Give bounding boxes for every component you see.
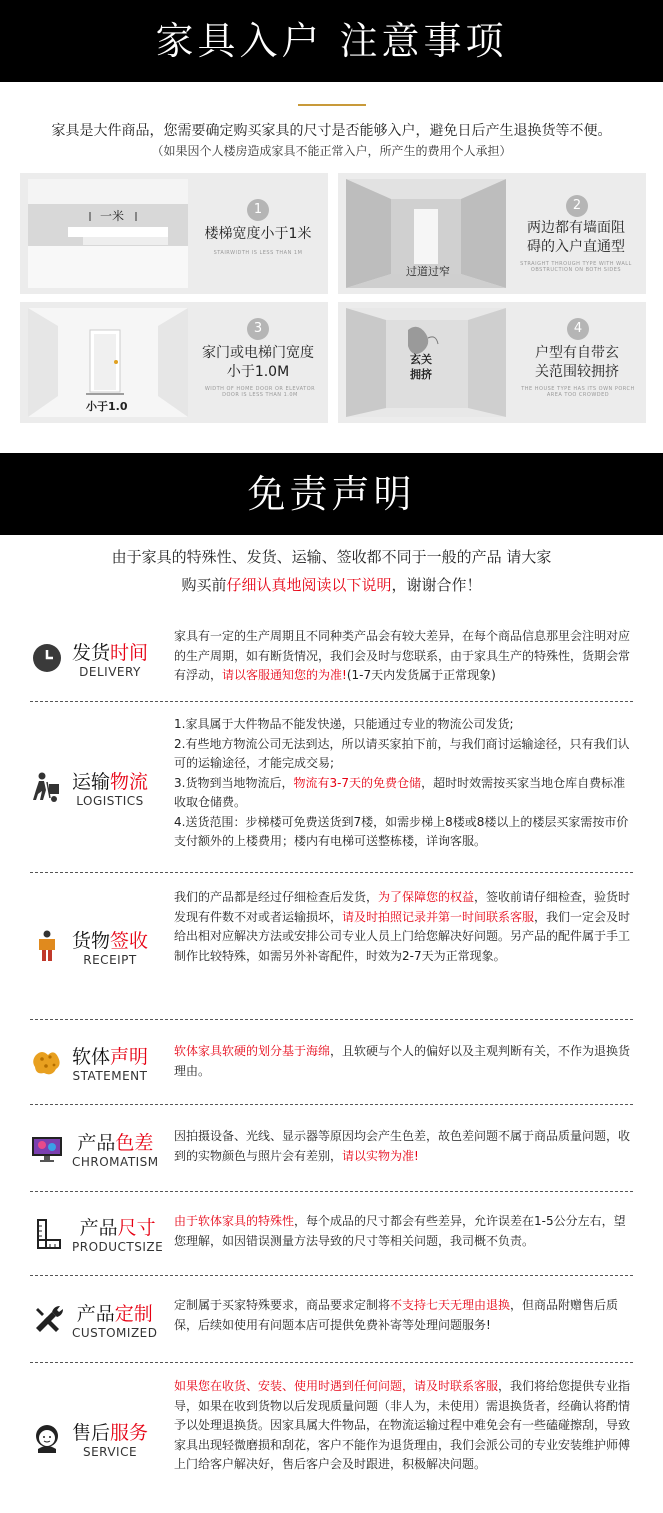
- tip-title-3-line2: 小于1.0M: [226, 364, 290, 380]
- top-banner: [0, 0, 663, 82]
- gold-divider: [298, 104, 366, 106]
- tip-title-4-line1: 户型有自带玄: [535, 345, 619, 361]
- door-illustration: [28, 308, 188, 417]
- section-receipt: [30, 873, 633, 1020]
- hand-truck-icon: [30, 770, 64, 804]
- agent-icon: [30, 1421, 64, 1455]
- tools-icon: [30, 1302, 64, 1336]
- disclaimer-intro-line1: 由于家具的特殊性、发货、运输、签收都不同于一般的产品 请大家: [111, 548, 552, 566]
- statement-text: 软体家具软硬的划分基于海绵，且软硬与个人的偏好以及主观判断有关，不作为退换货理由。: [174, 1044, 631, 1078]
- tip-title-2-line2: 碍的入户直通型: [527, 239, 625, 255]
- section-delivery: [30, 615, 633, 702]
- section-delivery-label: 发货时间 DELIVERY: [30, 615, 170, 701]
- top-banner-title: 家具入户 注意事项: [155, 19, 508, 63]
- section-size: [30, 1192, 633, 1276]
- section-receipt-label: 货物签收 RECEIPT: [30, 873, 170, 1019]
- corridor-narrow-label: 过道过窄: [406, 265, 450, 278]
- section-logistics-label: 运输物流 LOGISTICS: [30, 702, 170, 872]
- tip-card-door: [20, 302, 328, 423]
- door-width-label: 小于1.0: [86, 400, 128, 413]
- tip-sub-1: STAIRWIDTH IS LESS THAN 1M: [213, 250, 303, 256]
- intro-line: 家具是大件商品，您需要确定购买家具的尺寸是否能够入户，避免日后产生退换货等不便。: [51, 123, 612, 139]
- tip-card-corridor: [338, 173, 646, 294]
- service-text: 如果您在收货、安装、使用时遇到任何问题，请及时联系客服，我们将给您提供专业指导，如果在收到货物以后发现质量问题（非人为，未使用）需退换货者，经确认将酌情予以处理退换货。因家具属大件物品，在物流运输过程中难免会有一些磕碰擦刮，导致家具出现轻微磨损和刮花，客户不能作为退货理由，我们会派公司的专业安装维护师傅上门给客户解决好，售后客户会及时跟进，积极解决问题。: [174, 1379, 631, 1471]
- porch-label-line1: 玄关: [410, 353, 432, 366]
- tip-title-2: [508, 219, 644, 257]
- monitor-icon: [30, 1131, 64, 1165]
- logistics-text: 1.家具属于大件物品不能发快递，只能通过专业的物流公司发货; 2.有些地方物流公司无法到达，所以请买家拍下前，与我们商讨运输途径，只有我们认可的运输途径，才能完成交易; 3.货物到当地物流后，物流有3-7天的免费仓储，超时时效需按买家当地仓库自费标准收取仓储费。 4.送货范围：步梯楼可免费送货到7楼，如需步梯上8楼或8楼以上的楼层买家需按市价支付额外的上楼费用；楼内有电梯可送整栋楼，详询客服。: [174, 717, 630, 848]
- sponge-icon: [30, 1045, 64, 1079]
- stair-width-label: 一米: [100, 209, 125, 223]
- chromatism-text: 因拍摄设备、光线、显示器等原因均会产生色差，故色差问题不属于商品质量问题，收到的实物颜色与照片会有差别，请以实物为准!: [174, 1129, 631, 1163]
- tip-number-2: 2: [566, 195, 588, 217]
- entry-tips-grid: [20, 173, 643, 423]
- delivery-text: 家具有一定的生产周期且不同种类产品会有较大差异，在每个商品信息那里会注明对应的生产周期，如有断货情况，我们会及时与您联系，由于家具生产的特殊性，货期会常有浮动，请以客服通知您的为准!(1-7天内发货属于正常现象): [174, 629, 631, 682]
- tip-title-1: 楼梯宽度小于1米: [204, 226, 312, 242]
- corridor-illustration: [346, 179, 506, 288]
- tip-card-porch: [338, 302, 646, 423]
- porch-illustration: [346, 308, 506, 417]
- disclaimer-banner: [0, 453, 663, 535]
- disclaimer-intro-line2: 购买前仔细认真地阅读以下说明，谢谢合作！: [181, 576, 482, 594]
- tip-sub-4: THE HOUSE TYPE HAS ITS OWN PORCH AREA TOO CROWDED: [521, 386, 635, 398]
- porch-label-line2: 拥挤: [410, 368, 432, 381]
- tip-card-stair: [20, 173, 328, 294]
- tip-title-3-line1: 家门或电梯门宽度: [202, 345, 314, 361]
- section-custom: [30, 1276, 633, 1363]
- tip-sub-2: STRAIGHT THROUGH TYPE WITH WALL OBSTRUCTION ON BOTH SIDES: [520, 261, 632, 273]
- disclaimer-title: 免责声明: [247, 472, 416, 516]
- porch-crowded-label: [410, 352, 432, 382]
- tip-number-3: 3: [247, 318, 269, 340]
- section-statement: [30, 1020, 633, 1105]
- tip-title-2-line1: 两边都有墙面阻: [527, 220, 625, 236]
- intro-note: （如果因个人楼房造成家具不能正常入户，所产生的费用个人承担）: [151, 144, 512, 158]
- tip-number-4: 4: [567, 318, 589, 340]
- section-service-label: 售后服务 SERVICE: [30, 1363, 170, 1513]
- tip-title-4: [510, 344, 644, 382]
- ruler-icon: [30, 1217, 64, 1251]
- receipt-text: 我们的产品都是经过仔细检查后发货，为了保障您的权益，签收前请仔细检查，验货时发现有件数不对或者运输损坏，请及时拍照记录并第一时间联系客服，我们一定会及时给出相对应解决方法或安排公司专业人员上门给您解决好问题。另产品的配件属于手工制作比较特殊，如需另外补寄配件，时效为2-7天为正常现象。: [174, 890, 631, 963]
- tip-title-3: [190, 344, 326, 382]
- section-statement-label: 软体声明 STATEMENT: [30, 1020, 170, 1104]
- size-text: 由于软体家具的特殊性，每个成品的尺寸都会有些差异，允许误差在1-5公分左右，望您理解，如因错误测量方法导致的尺寸等相关问题，我司概不负责。: [174, 1214, 626, 1248]
- tip-number-1: 1: [247, 199, 269, 221]
- section-chromatism-label: 产品色差 CHROMATISM: [30, 1105, 170, 1191]
- stair-illustration: [28, 179, 188, 288]
- custom-text: 定制属于买家特殊要求，商品要求定制将不支持七天无理由退换，但商品附赠售后质保，后续如使用有问题本店可提供免费补寄等处理问题服务!: [174, 1298, 619, 1332]
- section-service: [30, 1363, 633, 1513]
- clock-icon: [30, 641, 64, 675]
- tip-title-4-line2: 关范围较拥挤: [535, 364, 619, 380]
- package-person-icon: [30, 929, 64, 963]
- section-custom-label: 产品定制 CUSTOMIZED: [30, 1276, 170, 1362]
- section-size-label: 产品尺寸 PRODUCTSIZE: [30, 1192, 170, 1275]
- disclaimer-intro: [0, 543, 663, 599]
- tip-sub-3: WIDTH OF HOME DOOR OR ELEVATOR DOOR IS LESS THAN 1.0M: [204, 386, 316, 398]
- section-chromatism: [30, 1105, 633, 1192]
- section-logistics: [30, 702, 633, 873]
